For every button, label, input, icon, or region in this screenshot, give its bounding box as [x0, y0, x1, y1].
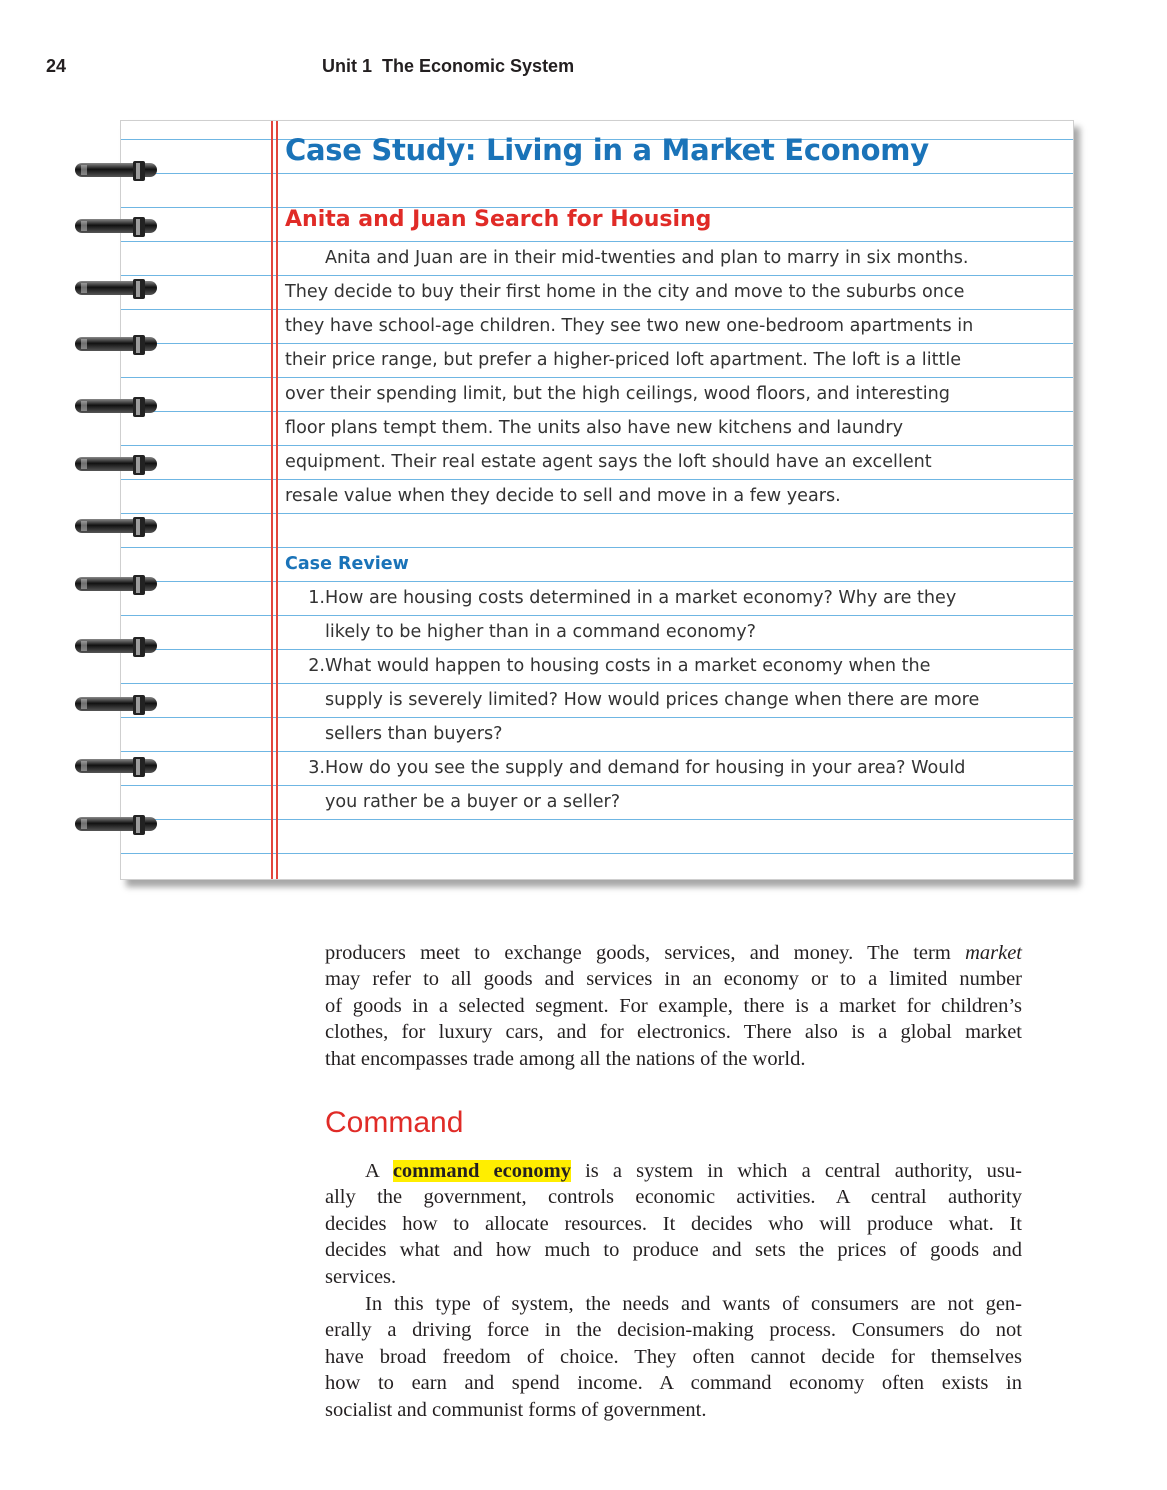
review-item-line: supply is severely limited? How would prices change when there are more	[325, 690, 980, 710]
unit-title: The Economic System	[382, 56, 575, 76]
article-line: decides what and how much to produce and sets the prices of goods and	[325, 1239, 1022, 1262]
review-item	[285, 649, 1057, 751]
article-paragraph	[325, 1291, 1022, 1423]
spiral-ring-icon	[73, 515, 161, 539]
case-study-subtitle: Anita and Juan Search for Housing	[285, 207, 712, 232]
review-item-line: sellers than buyers?	[325, 724, 503, 744]
case-body-line: equipment. Their real estate agent says the loft should have an excellent	[285, 452, 932, 472]
review-item-line: How do you see the supply and demand for housing in your area? Would	[325, 758, 966, 778]
article-line	[325, 940, 1022, 966]
case-body-line: they have school-age children. They see two new one-bedroom apartments in	[285, 316, 974, 336]
margin-line	[271, 121, 273, 879]
article-line: In this type of system, the needs and wants of consumers are not gen-	[365, 1293, 1022, 1315]
article-line: may refer to all goods and services in an economy or to a limited number	[325, 968, 1022, 991]
article-line: erally a driving force in the decision-making process. Consumers do not	[325, 1319, 1022, 1342]
spiral-ring-icon	[73, 333, 161, 357]
article-line: socialist and communist forms of government.	[325, 1398, 707, 1421]
article-paragraph	[325, 1158, 1022, 1290]
spiral-ring-icon	[73, 755, 161, 779]
article-line: how to earn and spend income. A command economy often exists in	[325, 1372, 1022, 1395]
case-body-line: floor plans tempt them. The units also have new kitchens and laundry	[285, 418, 903, 438]
margin-line	[276, 121, 278, 879]
article-line: services.	[325, 1265, 397, 1288]
case-body-line: over their spending limit, but the high ceilings, wood floors, and interesting	[285, 384, 950, 404]
review-item-line: you rather be a buyer or a seller?	[325, 792, 621, 812]
page-number: 24	[46, 56, 67, 76]
unit-label: Unit 1	[322, 56, 373, 76]
article-line: decides how to allocate resources. It decides who will produce what. It	[325, 1212, 1022, 1235]
review-item	[285, 751, 1057, 819]
page-header	[46, 56, 1126, 82]
spiral-ring-icon	[73, 215, 161, 239]
spiral-ring-icon	[73, 159, 161, 183]
spiral-ring-icon	[73, 693, 161, 717]
review-item-line: likely to be higher than in a command economy?	[325, 622, 756, 642]
article-line: ally the government, controls economic activities. A central authority	[325, 1186, 1022, 1209]
review-item-number: 3.	[308, 758, 325, 778]
review-item	[285, 581, 1057, 649]
article-text: producers meet to exchange goods, services, and money. The term	[325, 942, 966, 964]
case-study-body	[285, 241, 1057, 513]
article-paragraph	[325, 940, 1022, 1072]
article-text: A	[365, 1160, 393, 1182]
spiral-ring-icon	[73, 395, 161, 419]
review-item-number: 1.	[308, 588, 325, 608]
spiral-ring-icon	[73, 635, 161, 659]
article-line: that encompasses trade among all the nations of the world.	[325, 1047, 806, 1070]
spiral-ring-icon	[73, 453, 161, 477]
italic-term: market	[965, 942, 1022, 964]
case-study-title: Case Study: Living in a Market Economy	[285, 133, 929, 167]
article-line	[325, 1158, 1022, 1184]
case-study-notebook	[120, 120, 1074, 880]
review-item-number: 2.	[308, 656, 325, 676]
article-text: is a system in which a central authority, usu-	[570, 1160, 1022, 1182]
case-review-title: Case Review	[285, 554, 409, 574]
key-term-highlight: command economy	[392, 1160, 571, 1182]
article-line: have broad freedom of choice. They often cannot decide for themselves	[325, 1345, 1022, 1368]
spiral-ring-icon	[73, 813, 161, 837]
spiral-ring-icon	[73, 573, 161, 597]
review-item-line: What would happen to housing costs in a market economy when the	[325, 656, 931, 676]
running-head	[322, 56, 584, 77]
spiral-ring-icon	[73, 277, 161, 301]
case-body-line: Anita and Juan are in their mid-twenties and plan to marry in six months.	[325, 248, 969, 268]
case-body-line: They decide to buy their first home in the city and move to the suburbs once	[285, 282, 965, 302]
case-body-line: resale value when they decide to sell and move in a few years.	[285, 486, 841, 506]
review-item-line: How are housing costs determined in a market economy? Why are they	[325, 588, 957, 608]
article-line: of goods in a selected segment. For example, there is a market for children’s	[325, 994, 1022, 1017]
case-body-line: their price range, but prefer a higher-priced loft apartment. The loft is a little	[285, 350, 962, 370]
case-review-list	[285, 581, 1057, 819]
article-line: clothes, for luxury cars, and for electronics. There also is a global market	[325, 1021, 1022, 1044]
section-heading: Command	[325, 1106, 464, 1139]
